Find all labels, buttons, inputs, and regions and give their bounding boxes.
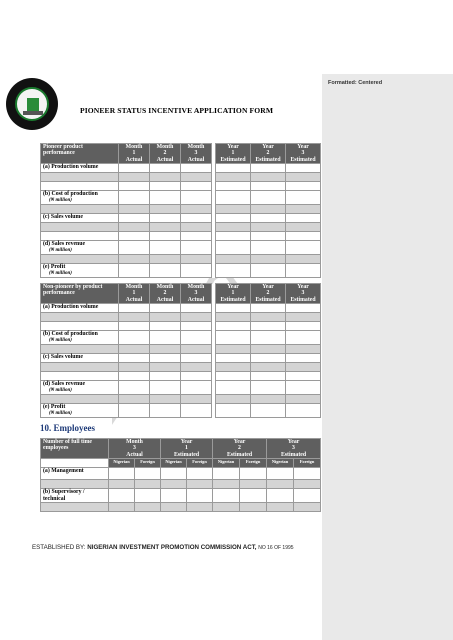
- input-cell[interactable]: [150, 173, 181, 182]
- table-row: [41, 345, 321, 354]
- employees-section-title: 10. Employees: [40, 423, 95, 433]
- table-row: [41, 503, 321, 512]
- comment-margin: [322, 74, 453, 640]
- comment-label: Formatted: Centered: [328, 80, 383, 86]
- col-year-3: Year 3 Estimated: [267, 439, 321, 459]
- input-cell[interactable]: [181, 164, 212, 173]
- col-year-2: Year 2 Estimated: [251, 144, 286, 164]
- sub-col-nigerian: Nigerian: [161, 459, 187, 468]
- table-row: [41, 468, 321, 480]
- table-row: [41, 354, 321, 363]
- col-year-2: Year 2 Estimated: [213, 439, 267, 459]
- employees-header-label: Number of full time employees: [41, 439, 109, 459]
- table-row: [41, 404, 321, 418]
- row-label: (b) Cost of production (₦ million): [41, 191, 119, 205]
- table-row: [41, 264, 321, 278]
- table-row: [41, 304, 321, 313]
- table-row: [41, 214, 321, 223]
- table-row: [41, 372, 321, 381]
- table-row: [41, 191, 321, 205]
- table-row: [41, 164, 321, 173]
- logo-emblem: [15, 87, 49, 121]
- sub-col-foreign: Foreign: [240, 459, 267, 468]
- row-label: (d) Sales revenue (₦ million): [41, 241, 119, 255]
- col-year-1: Year 1 Estimated: [161, 439, 213, 459]
- sub-col-foreign: Foreign: [187, 459, 213, 468]
- row-label: (d) Sales revenue (₦ million): [41, 381, 119, 395]
- col-month-3: Month 3 Actual: [181, 144, 212, 164]
- table-row: [41, 381, 321, 395]
- logo-building-icon: [27, 98, 39, 112]
- employees-table: [40, 438, 321, 512]
- sub-col-nigerian: Nigerian: [213, 459, 240, 468]
- logo-base-icon: [23, 111, 43, 115]
- row-label: (e) Profit (₦ million): [41, 264, 119, 278]
- table-row: [41, 480, 321, 489]
- nipc-logo-icon: [6, 78, 58, 130]
- col-month-1: Month 1 Actual: [119, 144, 150, 164]
- table-row: [41, 331, 321, 345]
- table-row: [41, 182, 321, 191]
- input-cell[interactable]: [286, 173, 321, 182]
- input-cell[interactable]: [216, 173, 251, 182]
- col-month-2: Month 2 Actual: [150, 144, 181, 164]
- sub-col-nigerian: Nigerian: [267, 459, 294, 468]
- table-row: [41, 313, 321, 322]
- col-year-3: Year 3 Estimated: [286, 284, 321, 304]
- row-label: (c) Sales volume: [41, 214, 119, 223]
- sub-col-nigerian: Nigerian: [109, 459, 135, 468]
- col-month-1: Month 1 Actual: [119, 284, 150, 304]
- col-year-1: Year 1 Estimated: [216, 284, 251, 304]
- form-title: PIONEER STATUS INCENTIVE APPLICATION FORM: [80, 106, 274, 115]
- table-row: [41, 223, 321, 232]
- employees-subheader-row: [41, 459, 321, 468]
- pioneer-header-label: Pioneer product performance: [41, 144, 119, 164]
- col-year-3: Year 3 Estimated: [286, 144, 321, 164]
- table-row: [41, 173, 321, 182]
- row-label: (a) Production volume: [41, 164, 119, 173]
- col-month-3: Month 3 Actual: [109, 439, 161, 459]
- input-cell[interactable]: [119, 164, 150, 173]
- table-row: [41, 255, 321, 264]
- input-cell[interactable]: [150, 164, 181, 173]
- sub-col-foreign: Foreign: [294, 459, 321, 468]
- nonpioneer-performance-table: [40, 283, 321, 418]
- nonpioneer-header-row: [41, 284, 321, 304]
- table-row: [41, 241, 321, 255]
- pioneer-performance-table: [40, 143, 321, 278]
- row-label: (b) Supervisory / technical: [41, 489, 109, 503]
- input-cell[interactable]: [251, 164, 286, 173]
- input-cell[interactable]: [216, 164, 251, 173]
- table-row: [41, 363, 321, 372]
- row-label: (e) Profit (₦ million): [41, 404, 119, 418]
- nonpioneer-header-label: Non-pioneer by product performance: [41, 284, 119, 304]
- table-row: [41, 395, 321, 404]
- table-row: [41, 489, 321, 503]
- table-row: [41, 232, 321, 241]
- table-row: [41, 322, 321, 331]
- table-row: [41, 205, 321, 214]
- col-month-3: Month 3 Actual: [181, 284, 212, 304]
- sub-col-foreign: Foreign: [135, 459, 161, 468]
- row-label: (a) Management: [41, 468, 109, 480]
- pioneer-header-row: [41, 144, 321, 164]
- input-cell[interactable]: [251, 173, 286, 182]
- row-label: (c) Sales volume: [41, 354, 119, 363]
- row-label: (a) Production volume: [41, 304, 119, 313]
- col-year-2: Year 2 Estimated: [251, 284, 286, 304]
- input-cell[interactable]: [286, 164, 321, 173]
- employees-header-row: [41, 439, 321, 459]
- col-month-2: Month 2 Actual: [150, 284, 181, 304]
- footer-established-by: ESTABLISHED BY: NIGERIAN INVESTMENT PROMOTION COMMISSION ACT, NO 16 OF 1995: [32, 544, 294, 551]
- col-year-1: Year 1 Estimated: [216, 144, 251, 164]
- input-cell[interactable]: [181, 173, 212, 182]
- input-cell[interactable]: [119, 173, 150, 182]
- row-label: (b) Cost of production (₦ million): [41, 331, 119, 345]
